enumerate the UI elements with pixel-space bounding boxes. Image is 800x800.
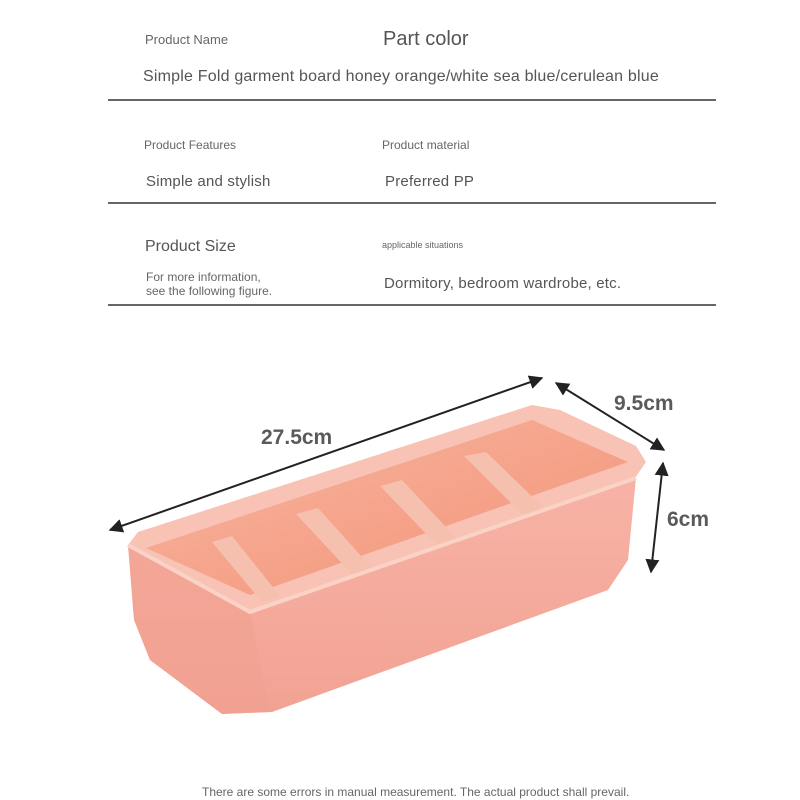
storage-box-image — [128, 405, 646, 714]
height-arrow — [651, 463, 663, 572]
product-name-value: Simple Fold garment board honey orange/white sea blue/cerulean blue — [143, 68, 659, 85]
material-label: Product material — [382, 138, 470, 152]
product-name-label: Product Name — [145, 32, 229, 47]
material-value: Preferred PP — [385, 173, 475, 190]
features-value: Simple and stylish — [146, 173, 271, 190]
size-note-line: For more information, — [146, 270, 261, 284]
size-label: Product Size — [145, 238, 236, 255]
features-label: Product Features — [144, 138, 237, 152]
situations-value: Dormitory, bedroom wardrobe, etc. — [384, 275, 622, 292]
situations-label: applicable situations — [382, 240, 464, 250]
width-label: 9.5cm — [614, 392, 674, 415]
footer-note: There are some errors in manual measurement. The actual product shall prevail. — [202, 785, 630, 799]
size-note-line: see the following figure. — [146, 284, 273, 298]
part-color-label: Part color — [383, 28, 469, 50]
length-label: 27.5cm — [261, 426, 333, 449]
height-label: 6cm — [667, 508, 710, 531]
